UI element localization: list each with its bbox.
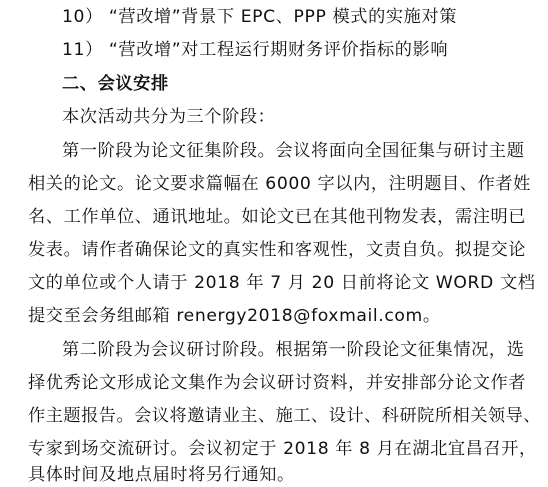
list-item-10: 10） “营改增”背景下 EPC、PPP 模式的实施对策 <box>62 7 458 27</box>
stage2-line: 择优秀论文形成论文集作为会议研讨资料，并安排部分论文作者 <box>28 373 527 393</box>
stage1-line: 相关的论文。论文要求篇幅在 6000 字以内，注明题目、作者姓 <box>28 174 531 194</box>
stage2-line: 作主题报告。会议将邀请业主、施工、设计、科研院所相关领导、 <box>28 406 541 426</box>
stage2-line: 专家到场交流研讨。会议初定于 2018 年 8 月在湖北宜昌召开， <box>28 439 537 459</box>
stage1-line: 第一阶段为论文征集阶段。会议将面向全国征集与研讨主题 <box>62 141 525 161</box>
stage1-line: 发表。请作者确保论文的真实性和客观性，文责自负。拟提交论 <box>28 240 527 260</box>
stage1-line: 名、工作单位、通讯地址。如论文已在其他刊物发表，需注明已 <box>28 207 527 227</box>
stage1-line: 文的单位或个人请于 2018 年 7 月 20 日前将论文 WORD 文档 <box>28 273 536 293</box>
stage2-line: 第二阶段为会议研讨阶段。根据第一阶段论文征集情况，选 <box>62 340 525 360</box>
stage2-line: 具体时间及地点届时将另行通知。 <box>28 465 295 485</box>
stage1-line: 提交至会务组邮箱 renergy2018@foxmail.com。 <box>28 306 441 326</box>
intro-paragraph: 本次活动共分为三个阶段： <box>62 107 276 127</box>
section-heading: 二、会议安排 <box>62 74 169 94</box>
list-item-11: 11） “营改增”对工程运行期财务评价指标的影响 <box>62 40 449 60</box>
